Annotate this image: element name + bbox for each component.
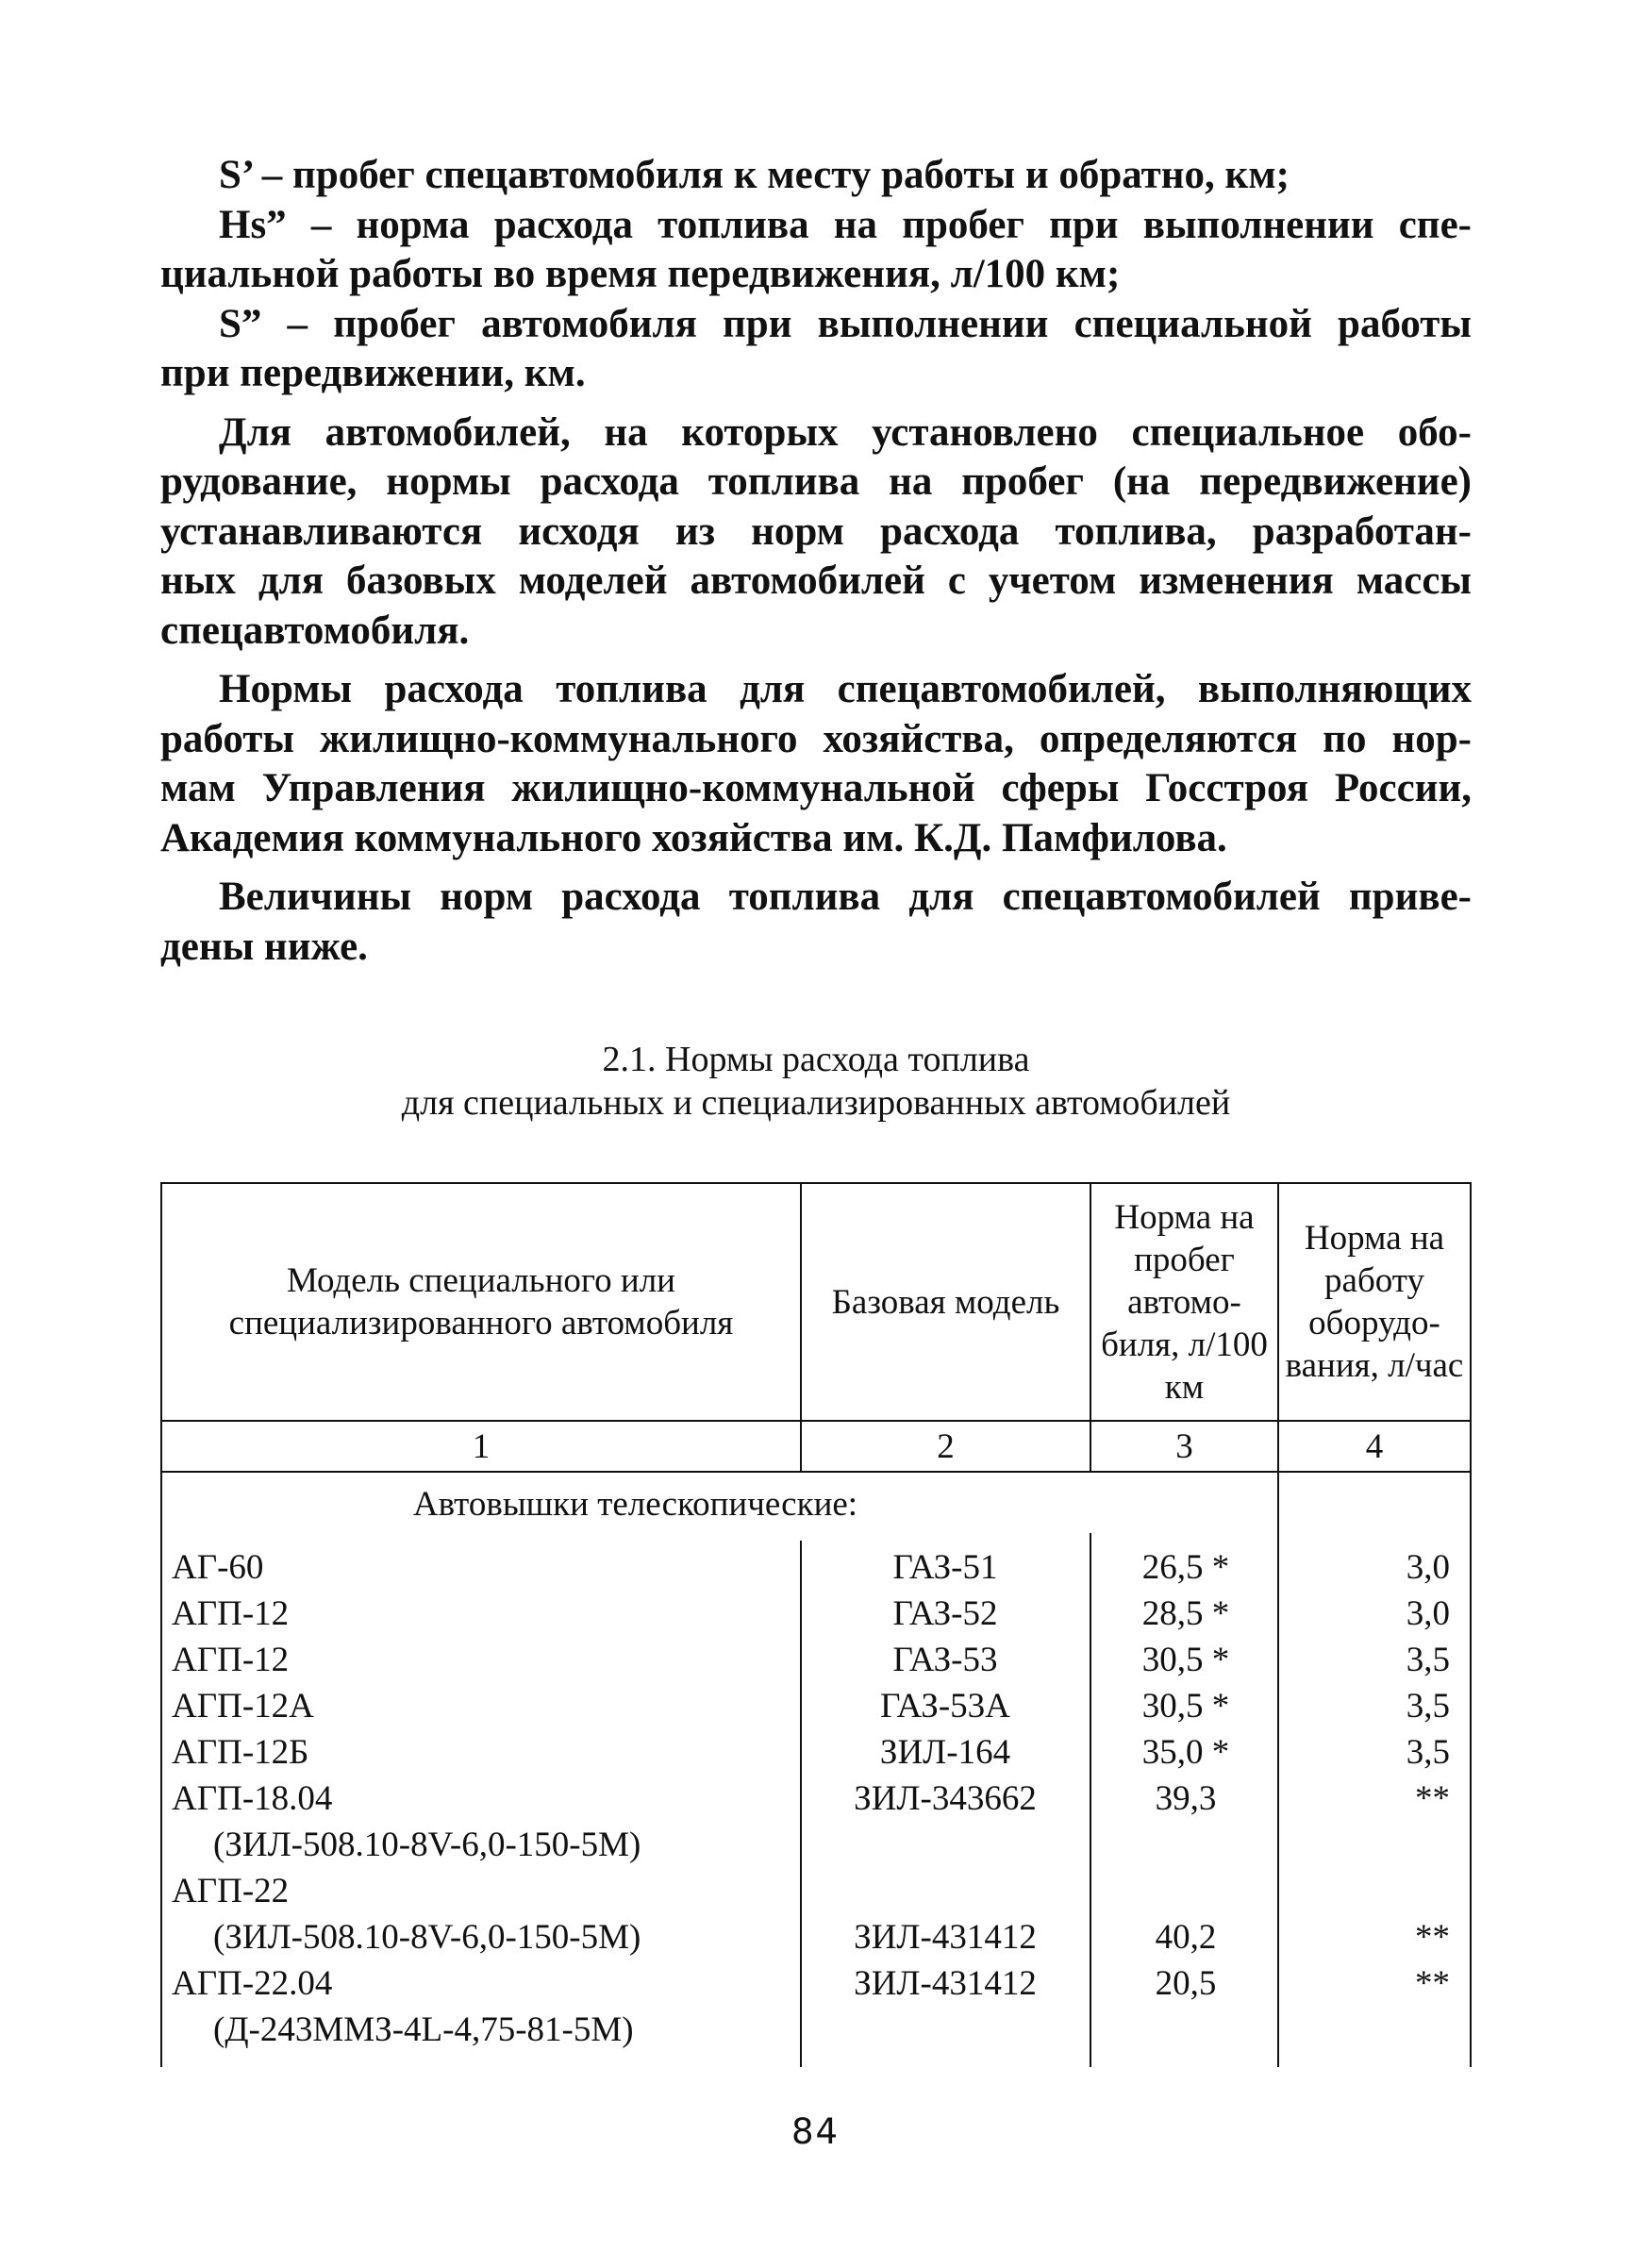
table-title [160,1038,1472,1125]
page-number: 84 [791,2111,840,2152]
section-telescopic-lifts: Автовышки телескопические: [162,1484,1108,1525]
col-divider-1-top [800,1184,802,1471]
header-model: Модель специального или специализированного автомобиля [228,1261,734,1342]
table-row: АГП-12Б ЗИЛ-164 35,0 * 3,5 [172,1733,1450,1772]
header-equipment-norm: Норма на работу оборудо-вания, л/час [1285,1219,1464,1385]
definition-hs: Hs” – норма расхода топлива на пробег при выполнении спе- циальной работы во время передвижения, л/100 км; [160,202,1472,296]
table-row: АГП-22.04 ЗИЛ-431412 20,5 ** [172,1964,1450,2003]
paragraph-equipment: Для автомобилей, на которых установлено специальное обо- рудование, нормы расхода топлива на пробег (на передвижение) устанавливаются исходя из норм расхода топлива, разработан- ных для базовых моделей автомобилей с учетом изменения массы спецавтомобиля. [160,409,1472,653]
table-row: (ЗИЛ-508.10-8V-6,0-150-5М) ЗИЛ-431412 40,2 ** [213,1918,1450,1957]
table-row: АГП-22 [172,1872,290,1910]
body-text [160,151,1472,972]
col-number-1: 1 [472,1426,491,1466]
fuel-norms-table [160,1182,1472,2067]
header-divider [162,1420,1470,1422]
definition-s-prime: S’ – пробег спецавтомобиля к месту работы и обратно, км; [219,153,1290,197]
table-row: АГП-18.04 ЗИЛ-343662 39,3 ** [172,1779,1450,1818]
number-row-divider [162,1471,1470,1473]
paragraph-housing: Нормы расхода топлива для спецавтомобилей, выполняющих работы жилищно-коммунального хозяйства, определяются по нор- мам Управления жилищно-коммунальной сферы Госстроя России, Академия коммунального хозяйства им. К.Д. Памфилова. [160,667,1472,860]
col-divider-2-top [1090,1184,1091,1471]
table-row: АГП-12 ГАЗ-52 28,5 * 3,0 [172,1594,1450,1633]
col-number-2: 2 [937,1426,955,1466]
header-mileage-norm: Норма на пробег автомо-биля, л/100 км [1101,1197,1268,1407]
paragraph-values: Величины норм расхода топлива для спецавтомобилей приве- дены ниже. [160,875,1472,969]
table-row: АГП-12А ГАЗ-53А 30,5 * 3,5 [172,1687,1450,1726]
table-title-line-1: 2.1. Нормы расхода топлива [602,1040,1030,1079]
table-row: АГП-12 ГАЗ-53 30,5 * 3,5 [172,1641,1450,1679]
definition-s-double-prime: S” – пробег автомобиля при выполнении специальной работы при передвижении, км. [160,301,1472,395]
table-row: (ЗИЛ-508.10-8V-6,0-150-5М) [213,1826,641,1864]
header-base-model: Базовая модель [831,1282,1060,1322]
col-number-3: 3 [1175,1426,1193,1466]
table-title-line-2: для специальных и специализированных автомобилей [401,1083,1231,1123]
table-row: (Д-243ММЗ-4L-4,75-81-5М) [213,2010,634,2049]
col-number-4: 4 [1365,1426,1384,1466]
table-row: АГ-60 ГАЗ-51 26,5 * 3,0 [172,1548,1450,1587]
